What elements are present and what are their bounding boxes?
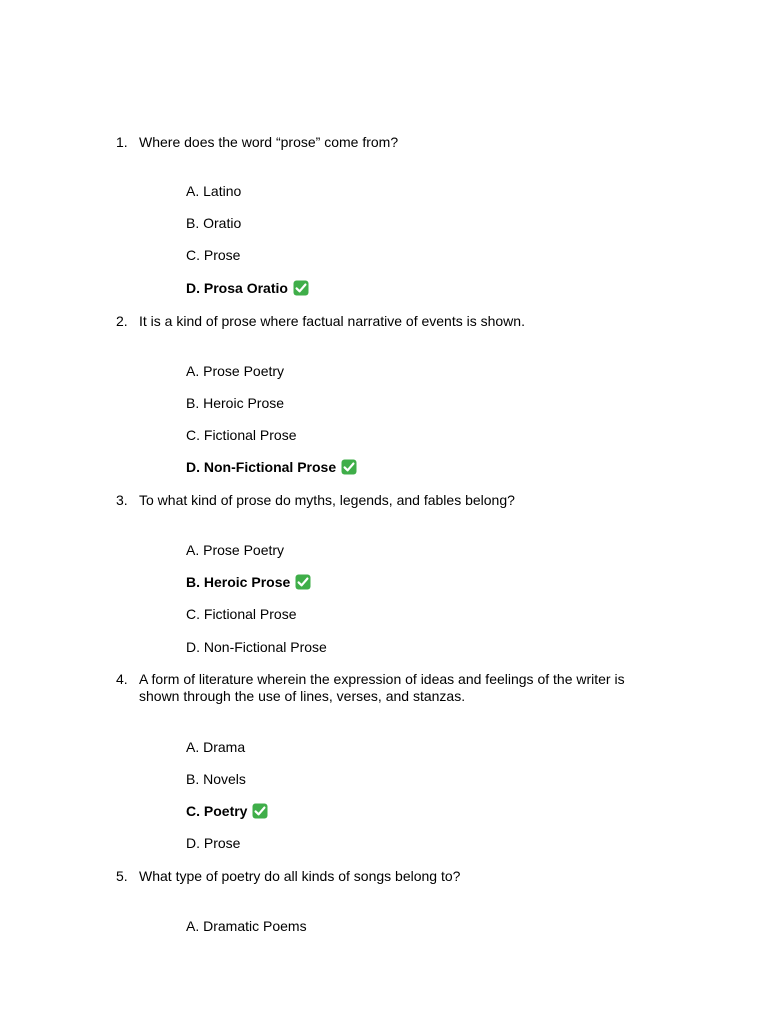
option-label: D. Non-Fictional Prose	[186, 639, 327, 655]
option-label: D. Non-Fictional Prose	[186, 459, 337, 475]
option-label: B. Heroic Prose	[186, 395, 285, 411]
option-4d	[186, 835, 240, 852]
question-text: What type of poetry do all kinds of songs belong to?	[139, 868, 461, 884]
option-1c	[186, 247, 240, 264]
option-label: A. Prose Poetry	[186, 363, 285, 379]
option-label: A. Latino	[186, 183, 242, 199]
option-label: C. Fictional Prose	[186, 606, 297, 622]
option-4c-correct	[186, 803, 268, 820]
option-3c	[186, 606, 296, 623]
option-label: A. Dramatic Poems	[186, 918, 307, 934]
question-text: Where does the word “prose” come from?	[139, 134, 399, 150]
option-2d-correct	[186, 459, 357, 476]
option-3d	[186, 639, 327, 656]
question-text: To what kind of prose do myths, legends, and fables belong?	[139, 492, 515, 508]
option-4a	[186, 739, 245, 756]
question-number: 5.	[116, 868, 128, 884]
question-number: 4.	[116, 671, 128, 687]
check-mark-icon	[341, 459, 357, 475]
option-2b	[186, 395, 284, 412]
check-mark-icon	[293, 280, 309, 296]
option-5a	[186, 918, 307, 935]
option-1d-correct	[186, 280, 309, 297]
option-3b-correct	[186, 574, 311, 591]
check-mark-icon	[295, 574, 311, 590]
option-label: A. Drama	[186, 739, 246, 755]
option-3a	[186, 542, 284, 559]
question-number: 1.	[116, 134, 128, 150]
question-text: It is a kind of prose where factual narrative of events is shown.	[139, 313, 525, 329]
question-text: A form of literature wherein the expression of ideas and feelings of the writer is shown through the use of lines, verses, and stanzas.	[139, 671, 625, 704]
option-1b	[186, 215, 241, 232]
option-label: C. Poetry	[186, 803, 248, 819]
option-2c	[186, 427, 296, 444]
option-1a	[186, 183, 241, 200]
option-label: D. Prose	[186, 835, 241, 851]
question-number: 3.	[116, 492, 128, 508]
option-label: C. Fictional Prose	[186, 427, 297, 443]
option-label: B. Oratio	[186, 215, 242, 231]
option-4b	[186, 771, 246, 788]
option-label: C. Prose	[186, 247, 241, 263]
option-label: A. Prose Poetry	[186, 542, 285, 558]
option-label: D. Prosa Oratio	[186, 280, 288, 296]
check-mark-icon	[252, 803, 268, 819]
option-label: B. Novels	[186, 771, 246, 787]
option-label: B. Heroic Prose	[186, 574, 291, 590]
question-number: 2.	[116, 313, 128, 329]
option-2a	[186, 363, 284, 380]
